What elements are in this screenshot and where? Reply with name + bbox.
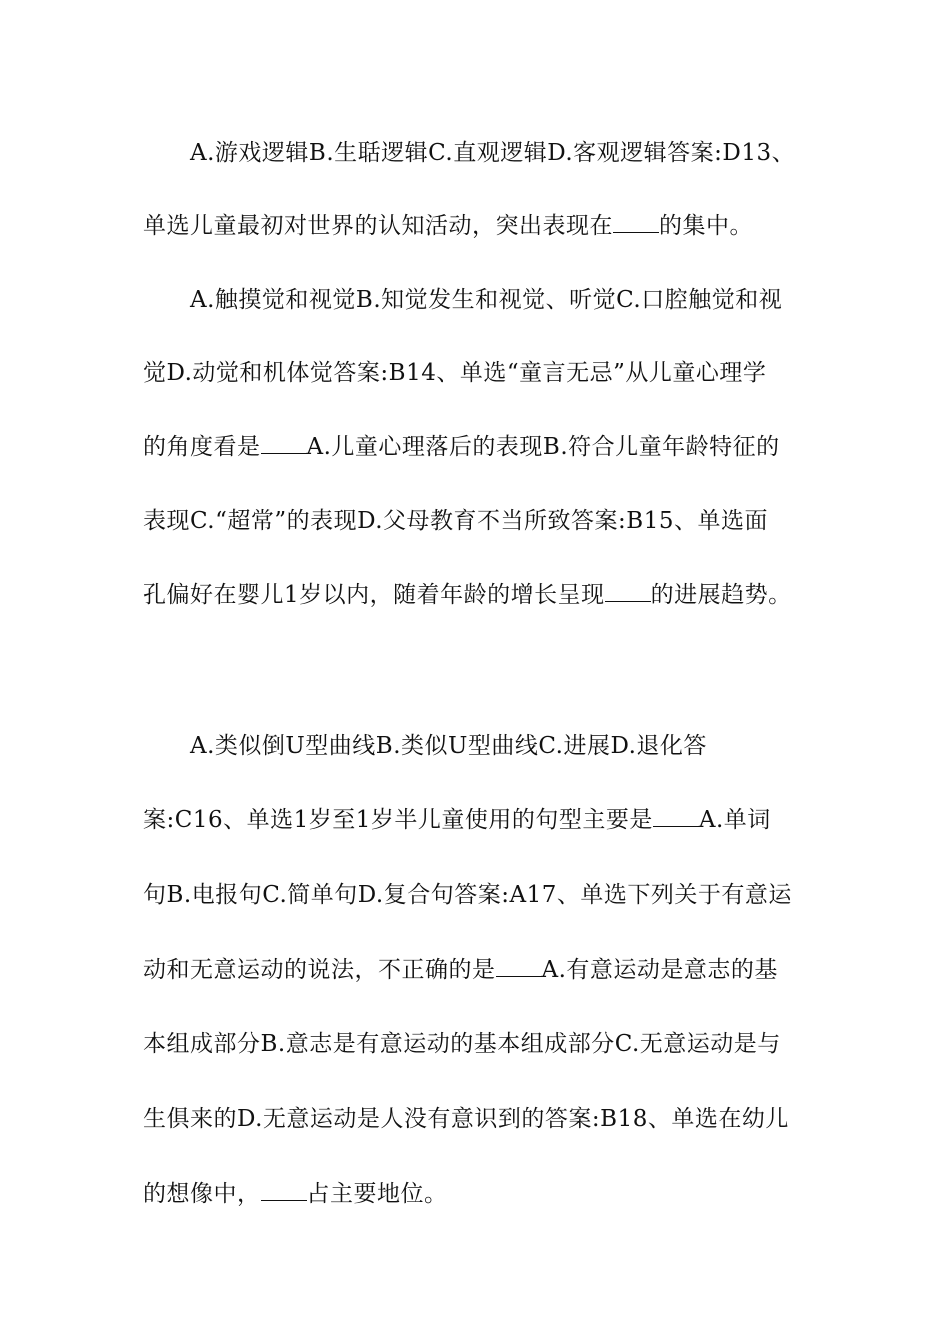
line-text: A.儿童心理落后的表现B.符合儿童年龄特征的 [306, 434, 780, 460]
line-text: 孔偏好在婴儿1岁以内，随着年龄的增长呈现 [143, 582, 605, 608]
line-text: 的集中。 [659, 213, 753, 239]
line-text: A.触摸觉和视觉B.知觉发生和视觉、听觉C.口腔触觉和视 [190, 287, 783, 313]
paragraph-line [0, 731, 950, 761]
fill-blank [496, 956, 542, 977]
paragraph-line [0, 580, 950, 610]
line-text: 的进展趋势。 [650, 582, 792, 608]
paragraph-line [0, 285, 950, 315]
line-text: 生俱来的D.无意运动是人没有意识到的答案:B18、单选在幼儿 [143, 1106, 789, 1132]
line-text: 本组成部分B.意志是有意运动的基本组成部分C.无意运动是与 [143, 1031, 781, 1057]
line-text: 的角度看是 [143, 434, 261, 460]
line-text: 表现C.“超常”的表现D.父母教育不当所致答案:B15、单选面 [143, 508, 768, 534]
fill-blank [613, 212, 659, 233]
line-text: 的想像中， [143, 1181, 261, 1207]
paragraph-line [0, 506, 950, 536]
paragraph-line [0, 138, 950, 168]
line-text: A.单词 [698, 807, 771, 833]
paragraph-line [0, 1029, 950, 1059]
fill-blank [605, 581, 651, 602]
fill-blank [653, 806, 699, 827]
paragraph-line [0, 1179, 950, 1209]
line-text: A.类似倒U型曲线B.类似U型曲线C.进展D.退化答 [190, 733, 707, 759]
paragraph-line [0, 805, 950, 835]
line-text: 动和无意运动的说法，不正确的是 [143, 957, 496, 983]
paragraph-line [0, 955, 950, 985]
line-text: 占主要地位。 [306, 1181, 448, 1207]
line-text: 单选儿童最初对世界的认知活动，突出表现在 [143, 213, 613, 239]
line-text: 觉D.动觉和机体觉答案:B14、单选“童言无忌”从儿童心理学 [143, 360, 767, 386]
paragraph-line [0, 1104, 950, 1134]
line-text: A.游戏逻辑B.生聒逻辑C.直观逻辑D.客观逻辑答案:D13、 [190, 140, 796, 166]
paragraph-line [0, 211, 950, 241]
line-text: 案:C16、单选1岁至1岁半儿童使用的句型主要是 [143, 807, 653, 833]
line-text: A.有意运动是意志的基 [541, 957, 778, 983]
paragraph-line [0, 432, 950, 462]
fill-blank [261, 1180, 307, 1201]
paragraph-line [0, 358, 950, 388]
paragraph-line [0, 880, 950, 910]
fill-blank [261, 433, 307, 454]
line-text: 句B.电报句C.简单句D.复合句答案:A17、单选下列关于有意运 [143, 882, 792, 908]
